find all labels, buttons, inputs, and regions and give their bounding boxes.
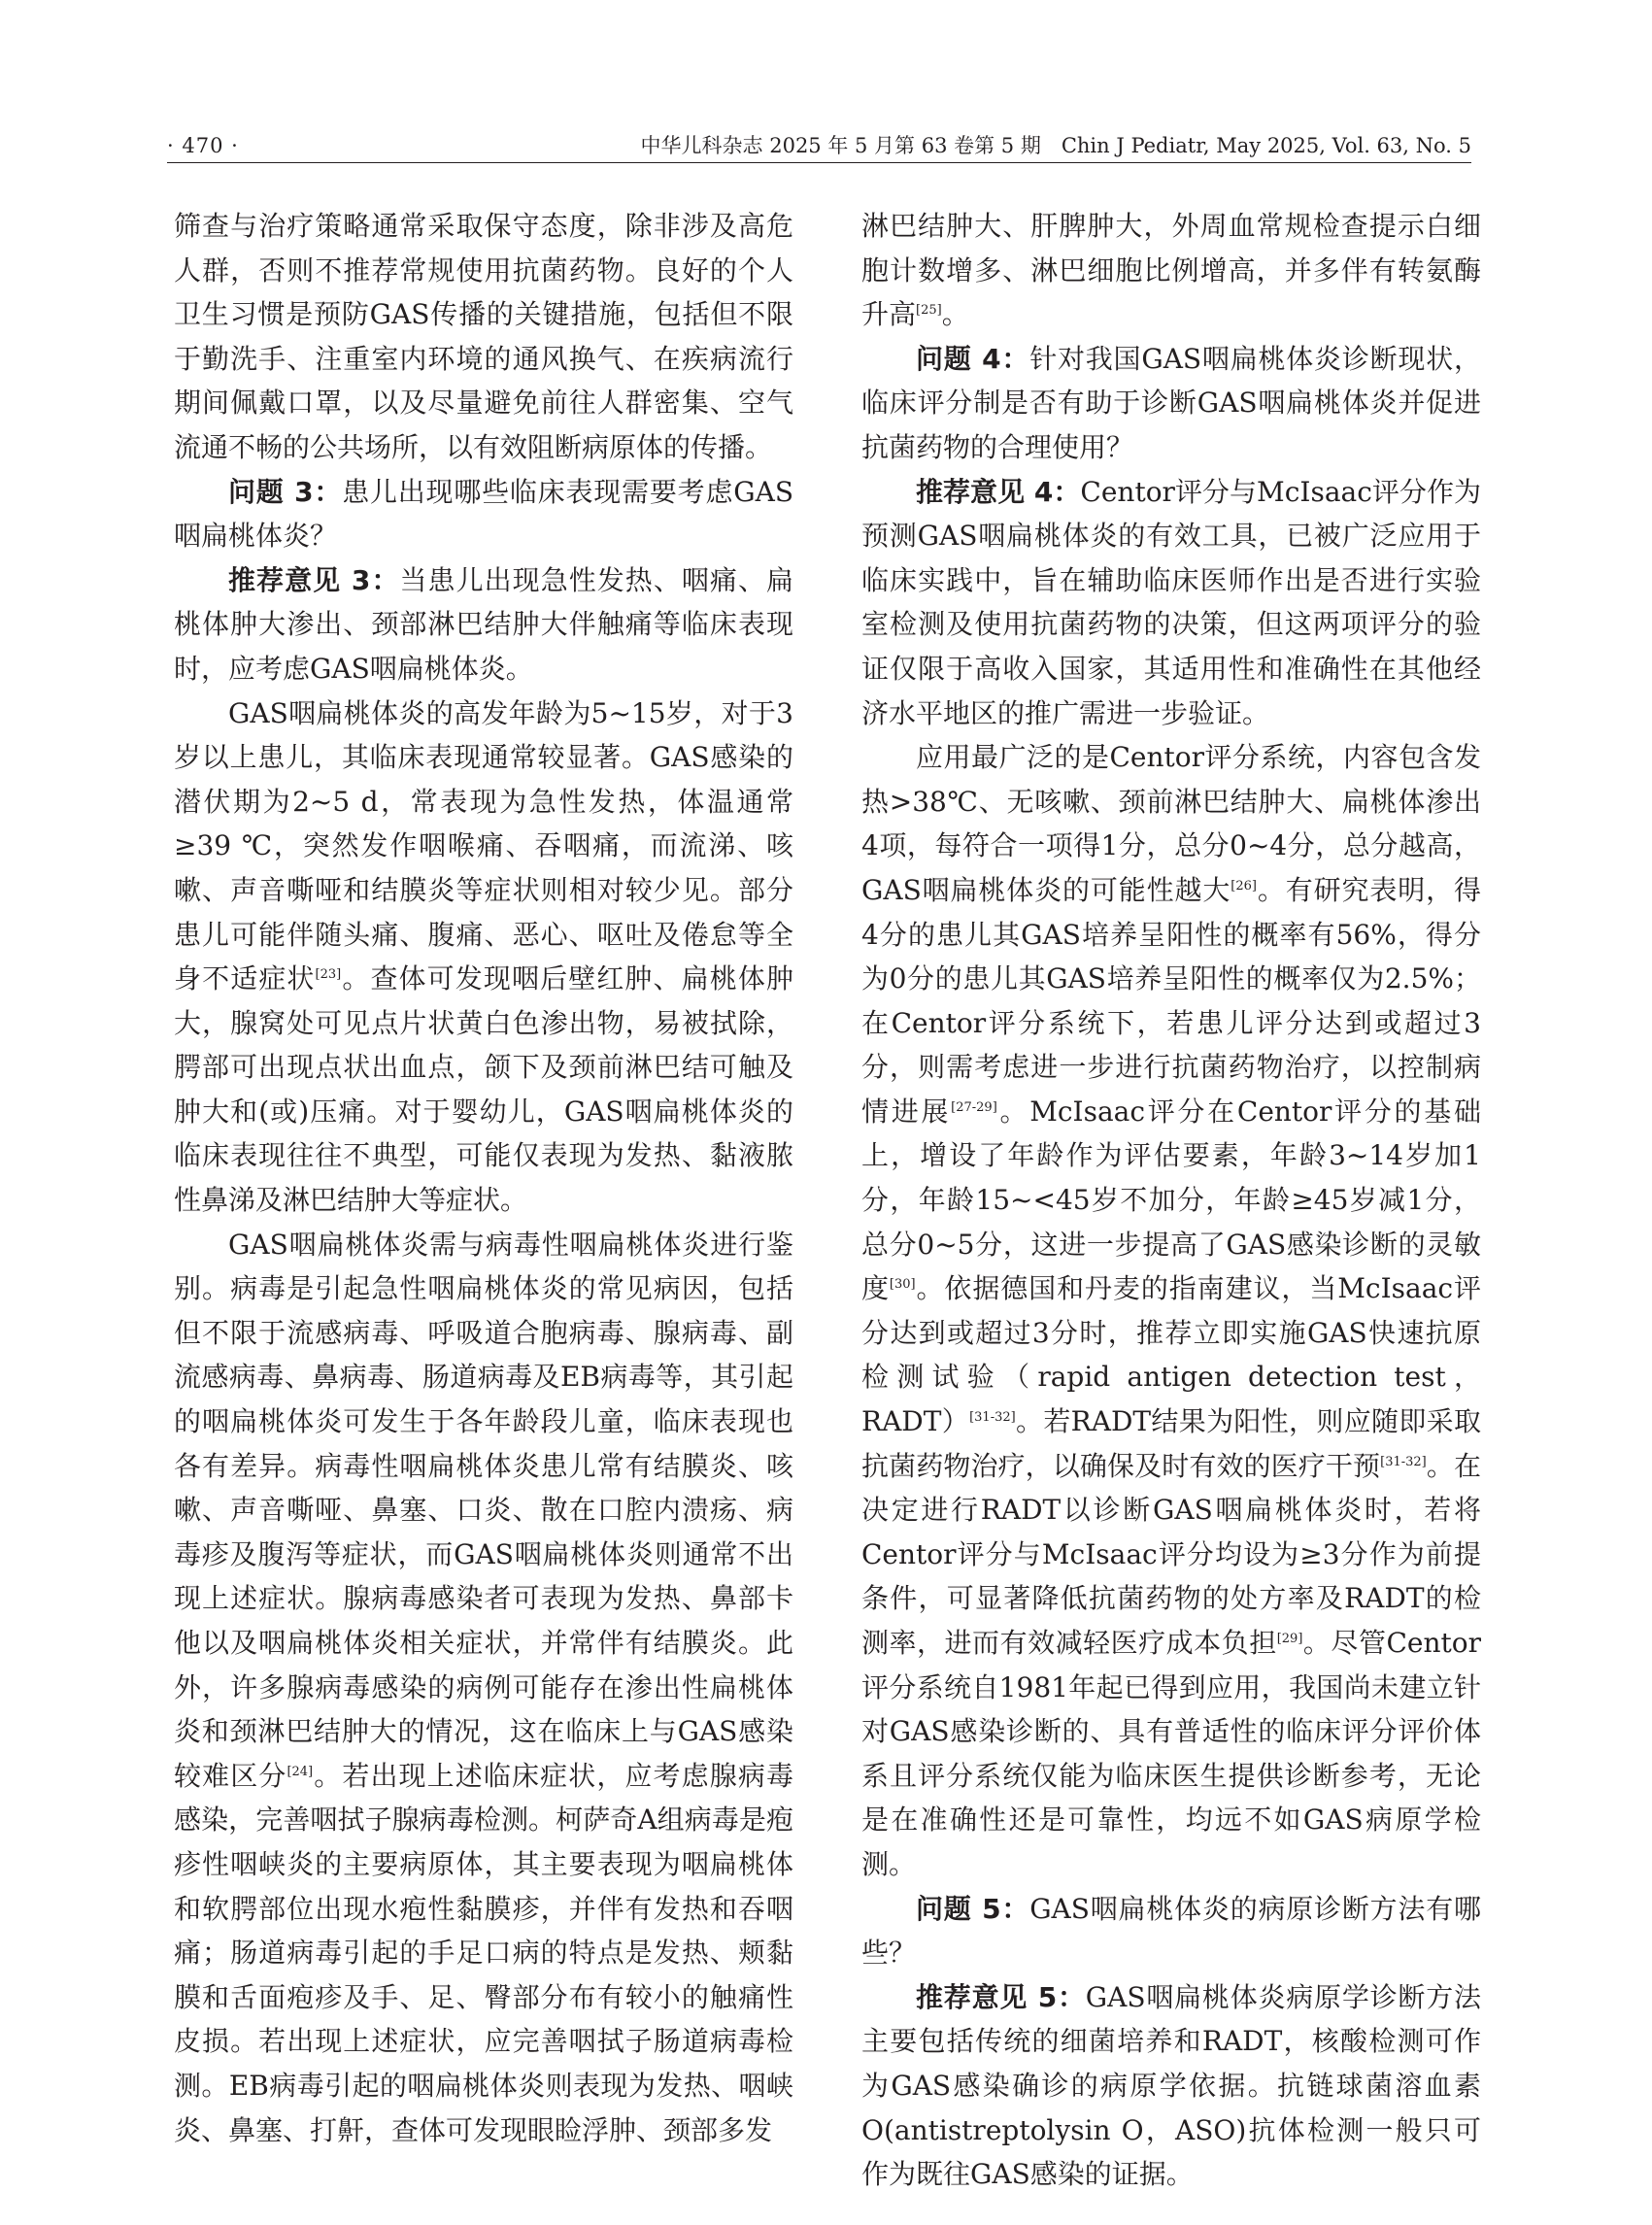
paragraph-text: 。有研究表明，得4分的患儿其GAS培养呈阳性的概率有56%，得分为0分的患儿其GAS培养呈阳性的概率仅为2.5%；在Centor评分系统下，若患儿评分达到或超过3分，则需考虑进一步进行抗菌药物治疗，以控制病情进展 — [861, 873, 1481, 1128]
recommendation-text: Centor评分与McIsaac评分作为预测GAS咽扁桃体炎的有效工具，已被广泛应用于临床实践中，旨在辅助临床医师作出是否进行实验室检测及使用抗菌药物的决策，但这两项评分的验证仅限于高收入国家，其适用性和准确性在其他经济水平地区的推广需进一步验证。 — [861, 475, 1482, 729]
question-text: GAS咽扁桃体炎的病原诊断方法有哪些？ — [861, 1892, 1481, 1970]
paragraph — [174, 1223, 793, 2152]
paragraph — [174, 204, 793, 470]
question-text: 患儿出现哪些临床表现需要考虑GAS咽扁桃体炎？ — [174, 475, 793, 553]
paragraph-text: 。若出现上述临床症状，应考虑腺病毒感染，完善咽拭子腺病毒检测。柯萨奇A组病毒是疱疹性咽峡炎的主要病原体，其主要表现为咽扁桃体和软腭部位出现水疱性黏膜疹，并伴有发热和吞咽痛；肠道病毒引起的手足口病的特点是发热、颊黏膜和舌面疱疹及手、足、臀部分布有较小的触痛性皮损。若出现上述症状，应完善咽拭子肠道病毒检测。EB病毒引起的咽扁桃体炎则表现为发热、咽峡炎、鼻塞、打鼾，查体可发现眼睑浮肿、颈部多发 — [174, 1759, 793, 2146]
citation: [29] — [1276, 1632, 1303, 1646]
recommendation-label: 推荐意见 5： — [916, 1980, 1086, 2013]
paragraph-text: 。在决定进行RADT以诊断GAS咽扁桃体炎时，若将Centor评分与McIsaac评分均设为≥3分作为前提条件，可显著降低抗菌药物的处方率及RADT的检测率，进而有效减轻医疗成本负担 — [861, 1449, 1481, 1659]
recommendation-5 — [861, 1975, 1481, 2197]
question-label: 问题 5： — [916, 1892, 1030, 1925]
question-5 — [861, 1887, 1481, 1975]
paragraph-text: 淋巴结肿大、肝脾肿大，外周血常规检查提示白细胞计数增多、淋巴细胞比例增高，并多伴有转氨酶升高 — [861, 210, 1481, 331]
journal-citation: 中华儿科杂志 2025 年 5 月第 63 卷第 5 期 Chin J Pediatr, May 2025, Vol. 63, No. 5 — [640, 134, 1471, 157]
paragraph — [861, 735, 1481, 1886]
paragraph-text: 。查体可发现咽后壁红肿、扁桃体肿大，腺窝处可见点片状黄白色渗出物，易被拭除，腭部可出现点状出血点，颌下及颈前淋巴结可触及肿大和(或)压痛。对于婴幼儿，GAS咽扁桃体炎的临床表现往往不典型，可能仅表现为发热、黏液脓性鼻涕及淋巴结肿大等症状。 — [174, 962, 793, 1217]
recommendation-label: 推荐意见 4： — [916, 475, 1081, 508]
paragraph-text: 。若RADT结果为阳性，则应随即采取抗菌药物治疗，以确保及时有效的医疗干预 — [861, 1405, 1481, 1482]
paragraph-text: 筛查与治疗策略通常采取保守态度，除非涉及高危人群，否则不推荐常规使用抗菌药物。良好的个人卫生习惯是预防GAS传播的关键措施，包括但不限于勤洗手、注重室内环境的通风换气、在疾病流行期间佩戴口罩，以及尽量避免前往人群密集、空气流通不畅的公共场所，以有效阻断病原体的传播。 — [174, 210, 793, 463]
question-3 — [174, 470, 793, 558]
question-label: 问题 4： — [916, 342, 1030, 375]
citation: [24] — [287, 1764, 314, 1779]
citation: [31-32] — [969, 1410, 1016, 1426]
header-rule — [167, 162, 1471, 163]
recommendation-4 — [861, 470, 1481, 736]
paragraph — [174, 691, 793, 1223]
page-number: · 470 · — [167, 134, 239, 157]
left-column — [174, 204, 793, 2152]
paragraph-text: 。McIsaac评分在Centor评分的基础上，增设了年龄作为评估要素，年龄3~14岁加1分，年龄15~<45岁不加分，年龄≥45岁减1分，总分0~5分，这进一步提高了GAS感染诊断的灵敏度 — [861, 1095, 1481, 1305]
question-4 — [861, 337, 1481, 470]
citation: [23] — [315, 967, 342, 983]
recommendation-text: GAS咽扁桃体炎病原学诊断方法主要包括传统的细菌培养和RADT，核酸检测可作为GAS感染确诊的病原学依据。抗链球菌溶血素O(antistreptolysin O，ASO)抗体检测一般只可作为既往GAS感染的证据。 — [861, 1980, 1482, 2191]
citation: [31-32] — [1380, 1454, 1427, 1469]
citation: [27-29] — [951, 1099, 997, 1115]
recommendation-3 — [174, 558, 793, 691]
paragraph-text: 应用最广泛的是Centor评分系统，内容包含发热>38℃、无咳嗽、颈前淋巴结肿大、扁桃体渗出4项，每符合一项得1分，总分0~4分，总分越高，GAS咽扁桃体炎的可能性越大 — [861, 741, 1481, 906]
paragraph-text: 。尽管Centor评分系统自1981年起已得到应用，我国尚未建立针对GAS感染诊断的、具有普适性的临床评分评价体系且评分系统仅能为临床医生提供诊断参考，无论是在准确性还是可靠性，均远不如GAS病原学检测。 — [861, 1627, 1481, 1880]
citation: [30] — [889, 1277, 916, 1293]
running-header — [167, 126, 1471, 165]
paragraph-text: GAS咽扁桃体炎的高发年龄为5~15岁，对于3岁以上患儿，其临床表现通常较显著。GAS感染的潜伏期为2~5 d，常表现为急性发热，体温通常≥39 ℃，突然发作咽喉痛、吞咽痛，而流涕、咳嗽、声音嘶哑和结膜炎等症状则相对较少见。部分患儿可能伴随头痛、腹痛、恶心、呕吐及倦怠等全身不适症状 — [174, 696, 793, 995]
recommendation-label: 推荐意见 3： — [228, 563, 400, 596]
paragraph-text: GAS咽扁桃体炎需与病毒性咽扁桃体炎进行鉴别。病毒是引起急性咽扁桃体炎的常见病因，包括但不限于流感病毒、呼吸道合胞病毒、腺病毒、副流感病毒、鼻病毒、肠道病毒及EB病毒等，其引起的咽扁桃体炎可发生于各年龄段儿童，临床表现也各有差异。病毒性咽扁桃体炎患儿常有结膜炎、咳嗽、声音嘶哑、鼻塞、口炎、散在口腔内溃疡、病毒疹及腹泻等症状，而GAS咽扁桃体炎则通常不出现上述症状。腺病毒感染者可表现为发热、鼻部卡他以及咽扁桃体炎相关症状，并常伴有结膜炎。此外，许多腺病毒感染的病例可能存在渗出性扁桃体炎和颈淋巴结肿大的情况，这在临床上与GAS感染较难区分 — [174, 1228, 793, 1792]
question-text: 针对我国GAS咽扁桃体炎诊断现状，临床评分制是否有助于诊断GAS咽扁桃体炎并促进抗菌药物的合理使用？ — [861, 342, 1481, 463]
right-column — [861, 204, 1481, 2197]
citation: [25] — [916, 303, 942, 319]
paragraph — [861, 204, 1481, 337]
citation: [26] — [1231, 878, 1257, 893]
paragraph-text: 。依据德国和丹麦的指南建议，当McIsaac评分达到或超过3分时，推荐立即实施GAS快速抗原检测试验（rapid antigen detection test， RADT） — [861, 1272, 1481, 1438]
recommendation-text: 当患儿出现急性发热、咽痛、扁桃体肿大渗出、颈部淋巴结肿大伴触痛等临床表现时，应考虑GAS咽扁桃体炎。 — [174, 563, 793, 685]
paragraph-text: 。 — [941, 298, 969, 331]
question-label: 问题 3： — [228, 475, 343, 508]
